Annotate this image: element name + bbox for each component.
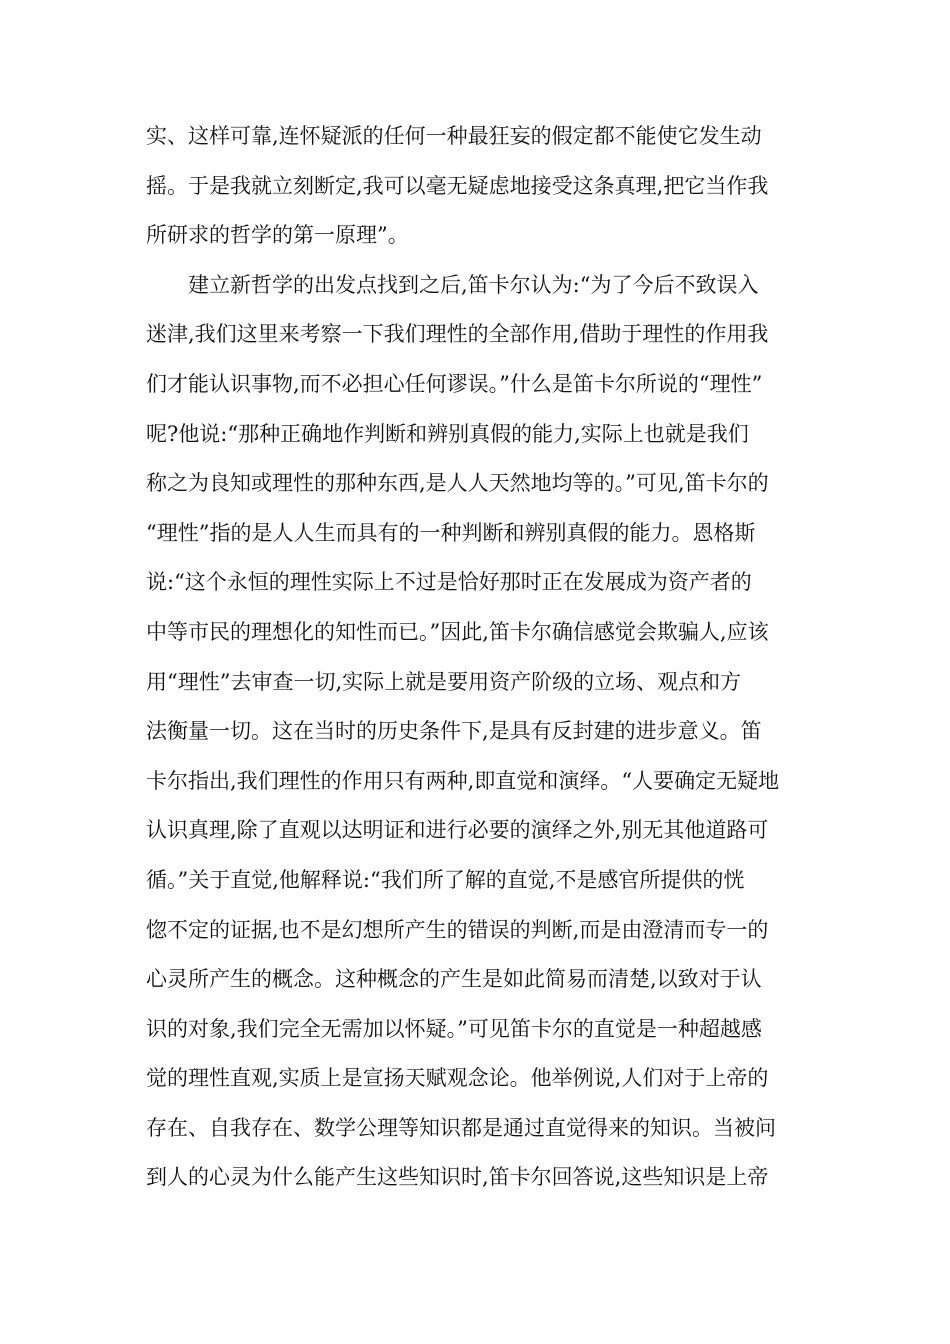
text-line: 认识真理,除了直观以达明证和进行必要的演绎之外,别无其他道路可	[146, 818, 769, 843]
text-line: 法衡量一切。这在当时的历史条件下,是具有反封建的进步意义。笛	[146, 719, 762, 744]
text-line: 摇。于是我就立刻断定,我可以毫无疑虑地接受这条真理,把它当作我	[146, 173, 769, 198]
body-text	[146, 112, 806, 1203]
text-line: 说:“这个永恒的理性实际上不过是恰好那时正在发展成为资产者的	[146, 570, 752, 595]
text-line: 卡尔指出,我们理性的作用只有两种,即直觉和演绎。“人要确定无疑地	[146, 768, 780, 793]
text-line: 惚不定的证据,也不是幻想所产生的错误的判断,而是由澄清而专一的	[146, 917, 769, 942]
text-line: 称之为良知或理性的那种东西,是人人天然地均等的。”可见,笛卡尔的	[146, 471, 769, 496]
text-line: 循。”关于直觉,他解释说:“我们所了解的直觉,不是感官所提供的恍	[146, 867, 745, 892]
text-line: 迷津,我们这里来考察一下我们理性的全部作用,借助于理性的作用我	[146, 322, 769, 347]
paragraph-start-line: 建立新哲学的出发点找到之后,笛卡尔认为:“为了今后不致误入	[188, 272, 759, 297]
text-line: 所研求的哲学的第一原理”。	[146, 223, 409, 248]
text-line: “理性”指的是人人生而具有的一种判断和辨别真假的能力。恩格斯	[146, 520, 756, 545]
text-line: 识的对象,我们完全无需加以怀疑。”可见笛卡尔的直觉是一种超越感	[146, 1016, 762, 1041]
text-line: 实、这样可靠,连怀疑派的任何一种最狂妄的假定都不能使它发生动	[146, 124, 762, 148]
text-line: 用“理性”去审查一切,实际上就是要用资产阶级的立场、观点和方	[146, 669, 742, 694]
text-line: 觉的理性直观,实质上是宣扬天赋观念论。他举例说,人们对于上帝的	[146, 1066, 769, 1091]
text-line: 呢?他说:“那种正确地作判断和辨别真假的能力,实际上也就是我们	[146, 421, 749, 446]
text-line: 心灵所产生的概念。这种概念的产生是如此简易而清楚,以致对于认	[146, 967, 762, 992]
text-line: 们才能认识事物,而不必担心任何谬误。”什么是笛卡尔所说的“理性”	[146, 371, 763, 396]
text-line: 中等市民的理想化的知性而已。”因此,笛卡尔确信感觉会欺骗人,应该	[146, 619, 769, 644]
text-line: 存在、自我存在、数学公理等知识都是通过直觉得来的知识。当被问	[146, 1115, 776, 1140]
text-line: 到人的心灵为什么能产生这些知识时,笛卡尔回答说,这些知识是上帝	[146, 1165, 769, 1190]
